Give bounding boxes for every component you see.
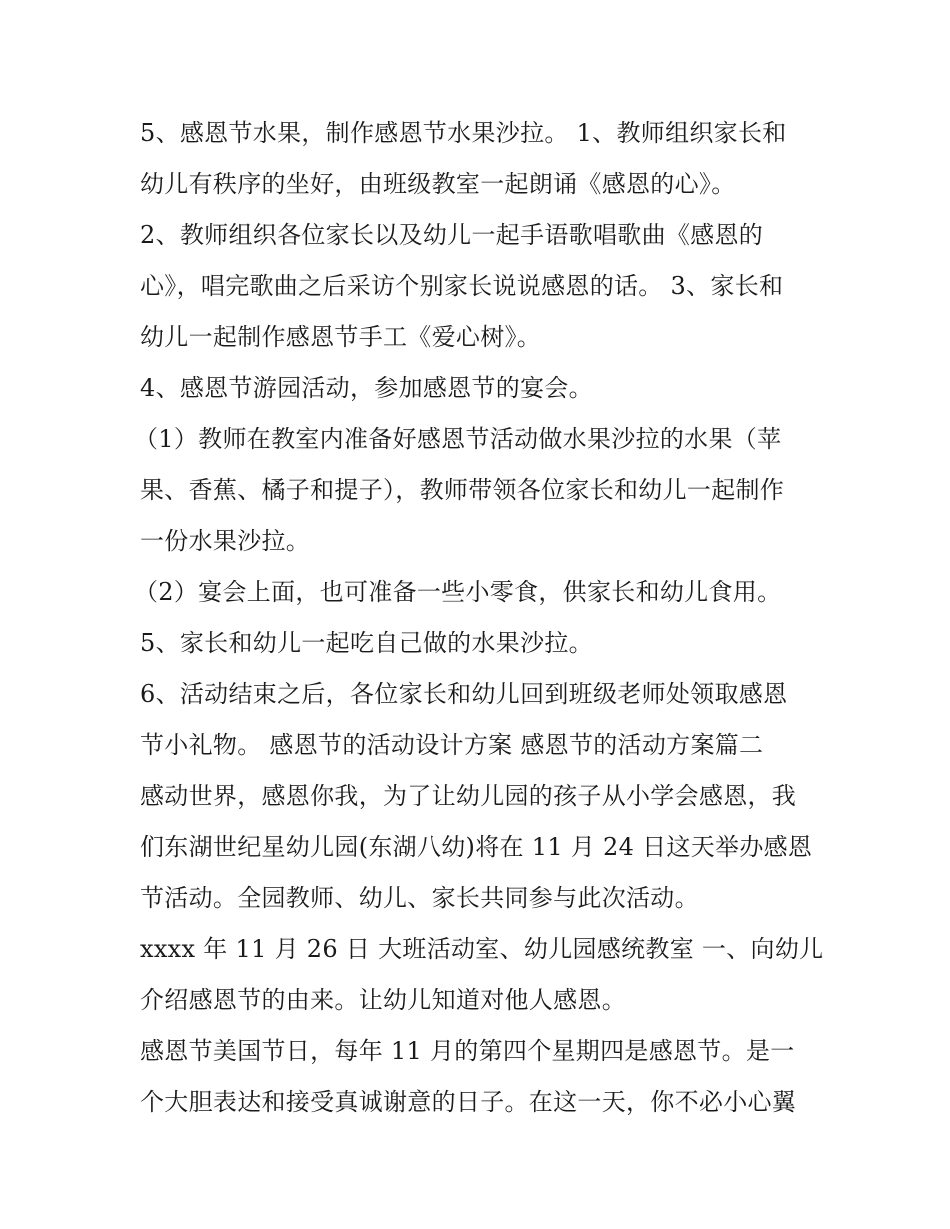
text-line: xxxx 年 11 月 26 日 大班活动室、幼儿园感统教室 一、向幼儿 <box>140 935 824 963</box>
text-line: 2、教师组织各位家长以及幼儿一起手语歌唱歌曲《感恩的 <box>140 221 764 249</box>
text-line: 5、家长和幼儿一起吃自己做的水果沙拉。 <box>140 629 593 657</box>
text-line: 感恩节美国节日，每年 11 月的第四个星期四是感恩节。是一 <box>140 1037 795 1065</box>
text-line: 一份水果沙拉。 <box>140 527 311 555</box>
text-line: 5、感恩节水果，制作感恩节水果沙拉。 1、教师组织家长和 <box>140 119 787 147</box>
text-line: 幼儿有秩序的坐好，由班级教室一起朗诵《感恩的心》。 <box>140 170 736 198</box>
text-line: 果、香蕉、橘子和提子），教师带领各位家长和幼儿一起制作 <box>140 476 785 504</box>
text-line: 感动世界，感恩你我，为了让幼儿园的孩子从小学会感恩，我 <box>140 782 797 810</box>
text-line: 个大胆表达和接受真诚谢意的日子。在这一天，你不必小心翼 <box>140 1088 797 1116</box>
text-line: 4、感恩节游园活动，参加感恩节的宴会。 <box>140 374 593 402</box>
text-line: 们东湖世纪星幼儿园(东湖八幼)将在 11 月 24 日这天举办感恩 <box>140 833 813 861</box>
text-line: （1）教师在教室内准备好感恩节活动做水果沙拉的水果（苹 <box>134 425 782 453</box>
text-line: （2）宴会上面，也可准备一些小零食，供家长和幼儿食用。 <box>134 578 782 606</box>
text-line: 节小礼物。 感恩节的活动设计方案 感恩节的活动方案篇二 <box>140 731 764 759</box>
text-line: 6、活动结束之后，各位家长和幼儿回到班级老师处领取感恩 <box>140 680 788 708</box>
text-line: 幼儿一起制作感恩节手工《爱心树》。 <box>140 323 542 351</box>
document-body <box>134 108 824 1128</box>
text-line: 节活动。全园教师、幼儿、家长共同参与此次活动。 <box>140 884 699 912</box>
text-line: 心》，唱完歌曲之后采访个别家长说说感恩的话。 3、家长和 <box>140 272 784 300</box>
text-line: 介绍感恩节的由来。让幼儿知道对他人感恩。 <box>140 986 626 1014</box>
